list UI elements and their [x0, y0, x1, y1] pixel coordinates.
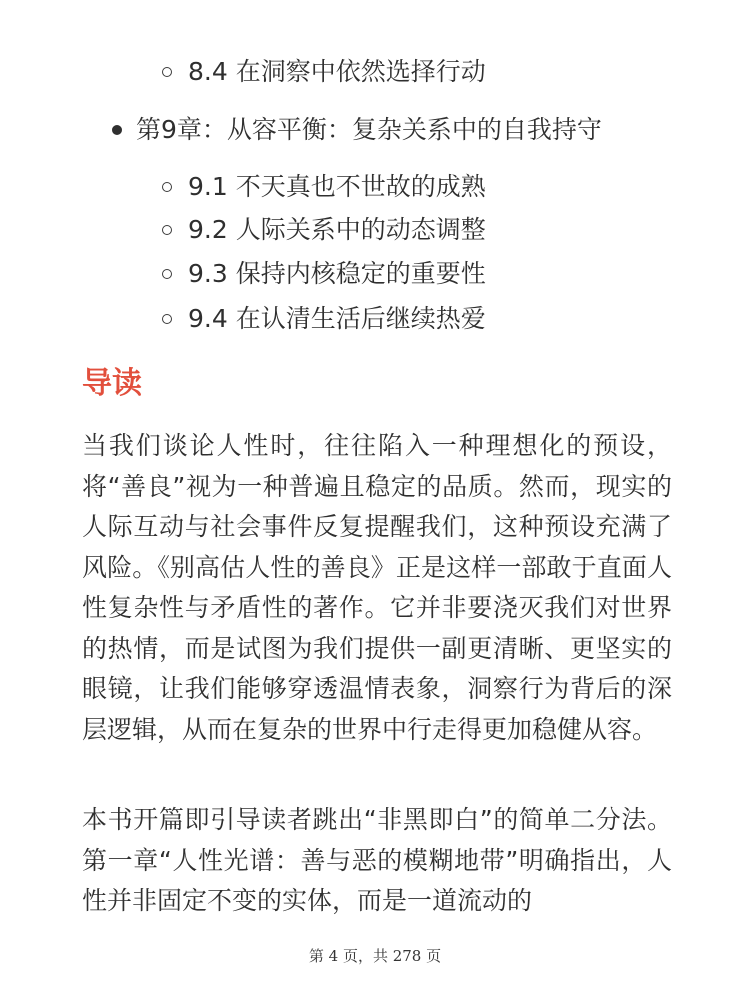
page-number-footer: 第 4 页，共 278 页 — [308, 947, 442, 965]
toc-item-label: 8.4 在洞察中依然选择行动 — [188, 57, 486, 86]
toc-item-8-4[interactable] — [162, 59, 486, 84]
hollow-bullet-icon — [162, 269, 172, 279]
toc-chapter-9[interactable] — [112, 117, 602, 142]
toc-item-label: 9.2 人际关系中的动态调整 — [188, 215, 486, 244]
body-paragraph-1: 当我们谈论人性时，往往陷入一种理想化的预设，将“善良”视为一种普遍且稳定的品质。然而，现实的人际互动与社会事件反复提醒我们，这种预设充满了风险。《别高估人性的善良》正是这样一部敢于直面人性复杂性与矛盾性的著作。它并非要浇灭我们对世界的热情，而是试图为我们提供一副更清晰、更坚实的眼镜，让我们能够穿透温情表象，洞察行为背后的深层逻辑，从而在复杂的世界中行走得更加稳健从容。 — [82, 431, 672, 744]
toc-item-label: 9.3 保持内核稳定的重要性 — [188, 259, 486, 288]
toc-item-9-2[interactable] — [162, 217, 486, 242]
hollow-bullet-icon — [162, 67, 172, 77]
toc-chapter-label: 第9章：从容平衡：复杂关系中的自我持守 — [136, 115, 602, 144]
toc-item-9-3[interactable] — [162, 261, 486, 286]
toc-item-label: 9.1 不天真也不世故的成熟 — [188, 172, 486, 201]
filled-bullet-icon — [112, 125, 122, 135]
hollow-bullet-icon — [162, 182, 172, 192]
section-title: 导读 — [82, 366, 142, 401]
body-paragraph-2: 本书开篇即引导读者跳出“非黑即白”的简单二分法。第一章“人性光谱：善与恶的模糊地带”明确指出，人性并非固定不变的实体，而是一道流动的 — [82, 805, 672, 915]
toc-item-9-4[interactable] — [162, 306, 486, 331]
hollow-bullet-icon — [162, 314, 172, 324]
toc-item-label: 9.4 在认清生活后继续热爱 — [188, 304, 486, 333]
toc-item-9-1[interactable] — [162, 174, 486, 199]
hollow-bullet-icon — [162, 225, 172, 235]
